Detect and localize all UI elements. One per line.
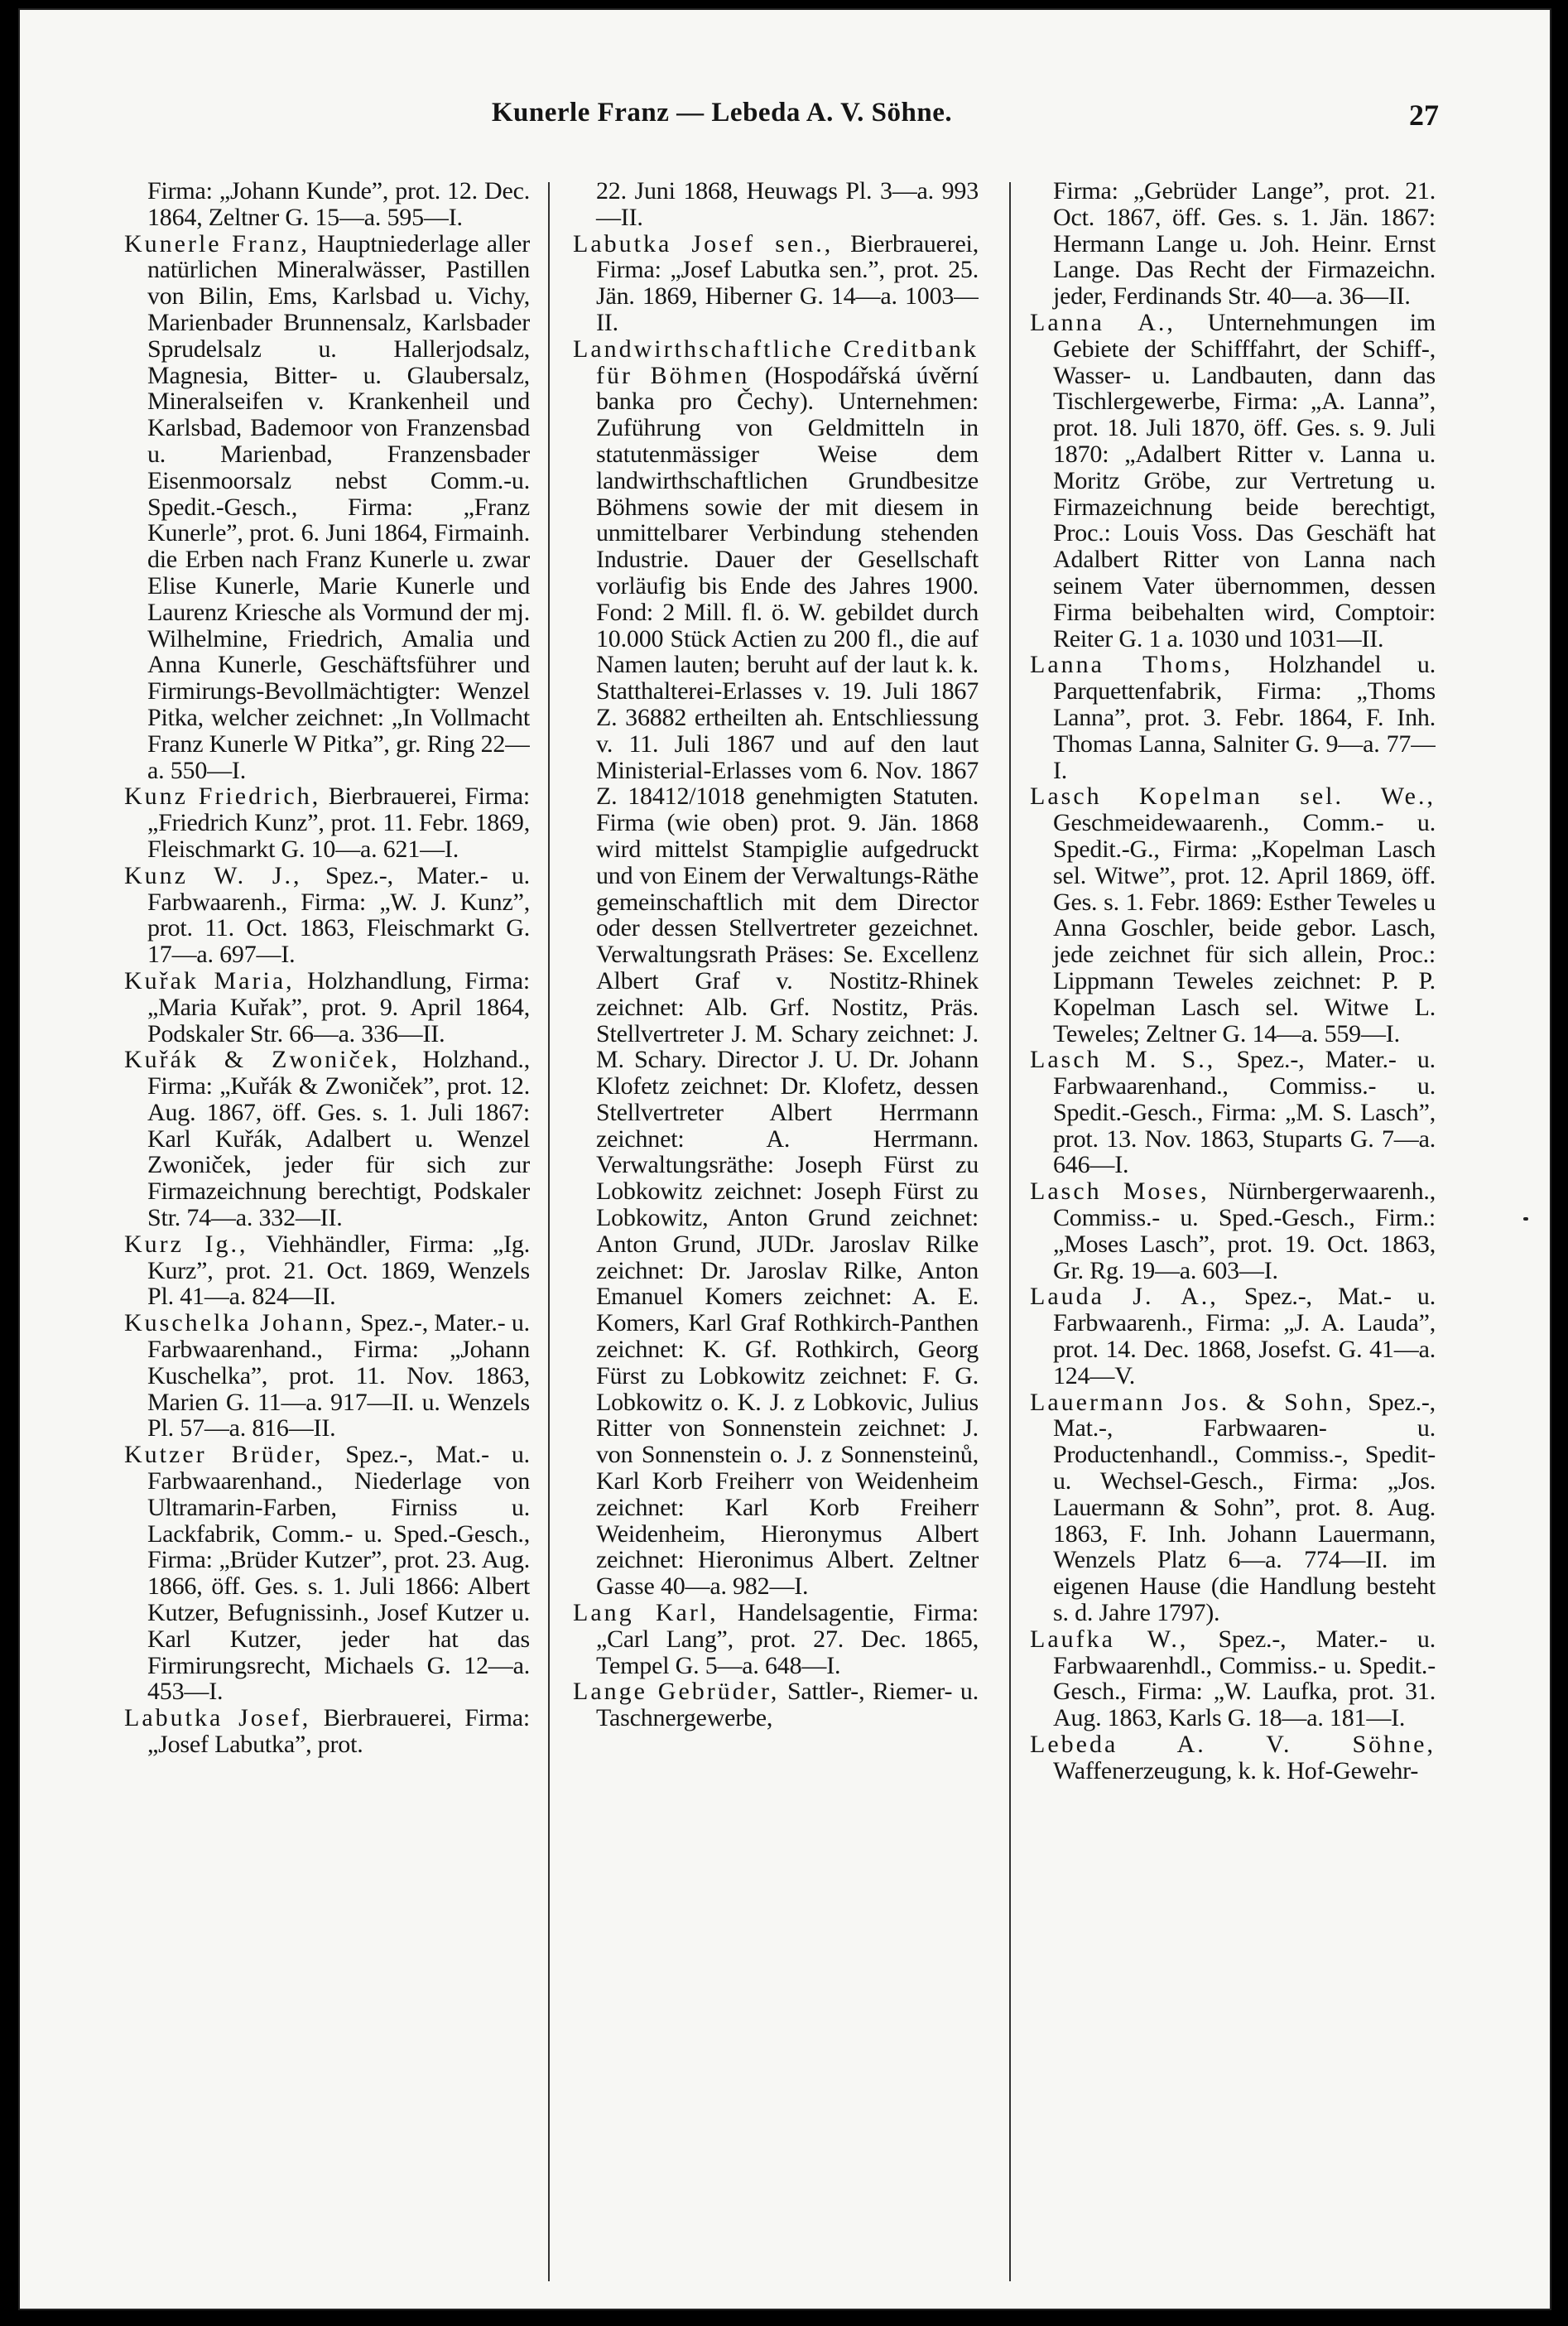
- entry-text: Spez.-, Mater.- u. Farbwaarenhdl., Commiss.- u. Spedit.-Gesch., Firma: „W. Laufka, prot. 31. Aug. 1863, Karls G. 18—a. 181—I.: [1053, 1625, 1436, 1732]
- entry-text: Nürnbergerwaarenh., Commiss.- u. Sped.-Gesch., Firm.: „Moses Lasch”, prot. 19. Oct. 1863, Gr. Rg. 19—a. 603—I.: [1053, 1177, 1436, 1284]
- entry-name: Lang Karl,: [573, 1599, 719, 1627]
- directory-entry: [124, 1705, 530, 1758]
- running-title: Kunerle Franz — Lebeda A. V. Söhne.: [491, 98, 953, 128]
- directory-entry: [124, 1310, 530, 1442]
- entry-text: Spez.-, Mat.- u. Farbwaarenh., Firma: „J. A. Lauda”, prot. 14. Dec. 1868, Josefst. G. 41—a. 124—V.: [1053, 1283, 1436, 1389]
- entry-name: Lasch M. S.,: [1030, 1046, 1216, 1074]
- entry-name: Kunz W. J.,: [124, 861, 302, 889]
- entry-text: Spez.-, Mat.- u. Farbwaarenhand., Niederlage von Ultramarin-Farben, Firniss u. Lackfabrik, Comm.- u. Sped.-Gesch., Firma: „Brüder Kutzer”, prot. 23. Aug. 1866, öff. Ges. s. 1. Juli 1866: Albert Kutzer, Befugnissinh., Josef Kutzer u. Karl Kutzer, jeder hat das Firmirungsrecht, Michaels G. 12—a. 453—I.: [147, 1441, 530, 1706]
- entry-name: Lange Gebrüder,: [573, 1678, 780, 1706]
- directory-entry: [124, 1442, 530, 1705]
- entry-name: Kunz Friedrich,: [124, 783, 321, 811]
- entry-name: Kutzer Brüder,: [124, 1441, 324, 1469]
- entry-text: Unternehmungen im Gebiete der Schifffahrt, der Schiff-, Wasser- u. Landbauten, dann das Tischlergewerbe, Firma: „A. Lanna”, prot. 18. Juli 1870, öff. Ges. s. 9. Juli 1870: „Adalbert Ritter v. Lanna u. Moritz Gröbe, zur Vertretung u. Firmazeichnung beide berechtigt, Proc.: Louis Voss. Das Geschäft hat Adalbert Ritter von Lanna nach seinem Vater übernommen, dessen Firma beibehalten wird, Comptoir: Reiter G. 1 a. 1030 und 1031—II.: [1053, 308, 1436, 653]
- directory-entry: [1030, 1731, 1436, 1784]
- directory-entry: [124, 968, 530, 1047]
- directory-entry: [1030, 310, 1436, 652]
- entry-text: Sattler-, Riemer- u. Taschnergewerbe,: [596, 1678, 979, 1732]
- directory-entry: [573, 336, 979, 1600]
- entry-text: Holzhandlung, Firma: „Maria Kuřak”, prot. 9. April 1864, Podskaler Str. 66—a. 336—II.: [147, 966, 530, 1047]
- directory-entry: [124, 783, 530, 862]
- entry-name: Kunerle Franz,: [124, 229, 310, 258]
- entry-name: Lebeda A. V. Söhne,: [1030, 1731, 1436, 1759]
- entry-name: Lanna A.,: [1030, 308, 1176, 336]
- entry-text: Hauptniederlage aller natürlichen Mineralwässer, Pastillen von Bilin, Ems, Karlsbad u. Vichy, Marienbader Brunnensalz, Karlsbader Sprudelsalz u. Hallerjodsalz, Magnesia, Bitter- u. Glaubersalz, Mineralseifen v. Krankenheil und Karlsbad, Bademoor von Franzensbad u. Marienbad, Franzensbader Eisenmoorsalz nebst Comm.-u. Spedit.-Gesch., Firma: „Franz Kunerle”, prot. 6. Juni 1864, Firmainh. die Erben nach Franz Kunerle u. zwar Elise Kunerle, Marie Kunerle und Laurenz Kriesche als Vormund der mj. Wilhelmine, Friedrich, Amalia und Anna Kunerle, Geschäftsführer und Firmirungs-Bevollmächtigter: Wenzel Pitka, welcher zeichnet: „In Vollmacht Franz Kunerle W Pitka”, gr. Ring 22—a. 550—I.: [147, 229, 530, 784]
- entry-text: Bierbrauerei, Firma: „Josef Labutka”, prot.: [147, 1704, 530, 1759]
- directory-entry: [1030, 783, 1436, 1047]
- directory-entry: [1030, 1283, 1436, 1389]
- entry-text: Spez.-, Mater.- u. Farbwaarenhand., Commiss.- u. Spedit.-Gesch., Firma: „M. S. Lasch”, prot. 13. Nov. 1863, Stuparts G. 7—a. 646—I.: [1053, 1046, 1436, 1179]
- entry-text: (Hospodářská úvěrní banka pro Čechy). Unternehmen: Zuführung von Geldmitteln in statutenmässiger Weise dem landwirthschaftlichen Grundbesitze Böhmens sowie der mit diesem in unmittelbarer Verbindung stehenden Industrie. Dauer der Gesellschaft vorläufig bis Ende des Jahres 1900. Fond: 2 Mill. fl. ö. W. gebildet durch 10.000 Stück Actien zu 200 fl., die auf Namen lauten; beruht auf der laut k. k. Statthalterei-Erlasses v. 19. Juli 1867 Z. 36882 ertheilten ah. Entschliessung v. 11. Juli 1867 und auf den laut Ministerial-Erlasses vom 6. Nov. 1867 Z. 18412/1018 genehmigten Statuten. Firma (wie oben) prot. 9. Jän. 1868 wird mittelst Stampiglie aufgedruckt und von Einem der Verwaltungs-Räthe gemeinschaftlich mit dem Director oder dessen Stellvertreter gezeichnet. Verwaltungsrath Präses: Se. Excellenz Albert Graf v. Nostitz-Rhinek zeichnet: Alb. Grf. Nostitz, Präs. Stellvertreter J. M. Schary zeichnet: J. M. Schary. Director J. U. Dr. Johann Klofetz zeichnet: Dr. Klofetz, dessen Stellvertreter Albert Herrmann zeichnet: A. Herrmann. Verwaltungsräthe: Joseph Fürst zu Lobkowitz zeichnet: Joseph Fürst zu Lobkowitz, Anton Grund zeichnet: Anton Grund, JUDr. Jaroslav Rilke zeichnet: Dr. Jaroslav Rilke, Anton Emanuel Komers zeichnet: A. E. Komers, Karl Graf Rothkirch-Panthen zeichnet: K. Gf. Rothkirch, Georg Fürst zu Lobkowitz zeichnet: F. G. Lobkowitz o. K. J. z Lobkovic, Julius Ritter von Sonnenstein zeichnet: J. von Sonnenstein o. J. z Sonnensteinů, Karl Korb Freiherr von Weidenheim zeichnet: Karl Korb Freiherr Weidenheim, Hieronymus Albert zeichnet: Hieronimus Albert. Zeltner Gasse 40—a. 982—I.: [596, 361, 979, 1601]
- entry-text: 22. Juni 1868, Heuwags Pl. 3—a. 993—II.: [596, 178, 979, 231]
- print-speck: [1523, 1217, 1528, 1221]
- entry-name: Lauermann Jos. & Sohn,: [1030, 1388, 1354, 1416]
- directory-entry: [1030, 1047, 1436, 1178]
- directory-entry: [124, 231, 530, 784]
- directory-entry: [573, 1600, 979, 1678]
- directory-entry: [1030, 1389, 1436, 1626]
- column-rule: [548, 182, 550, 2281]
- entry-text: Bierbrauerei, Firma: „Josef Labutka sen.”, prot. 25. Jän. 1869, Hiberner G. 14—a. 1003—II.: [596, 229, 979, 336]
- entry-name: Kuřak Maria,: [124, 966, 295, 994]
- entry-text: Geschmeidewaarenh., Comm.- u. Spedit.-G., Firma: „Kopelman Lasch sel. Witwe”, prot. 12. April 1869, öff. Ges. s. 1. Febr. 1869: Esther Teweles u Anna Goschler, beide gebor. Lasch, jede zeichnet für sich allein, Proc.: Lippmann Teweles zeichnet: P. P. Kopelman Lasch sel. Witwe L. Teweles; Zeltner G. 14—a. 559—I.: [1053, 809, 1436, 1047]
- entry-name: Kuschelka Johann,: [124, 1309, 354, 1337]
- entry-name: Landwirthschaftliche Creditbank für Böhmen: [573, 335, 979, 389]
- directory-entry: [1030, 1178, 1436, 1283]
- entry-name: Lauda J. A.,: [1030, 1283, 1219, 1311]
- directory-entry: [573, 1678, 979, 1731]
- entry-text: Viehhändler, Firma: „Ig. Kurz”, prot. 21. Oct. 1869, Wenzels Pl. 41—a. 824—II.: [147, 1230, 530, 1311]
- directory-entry: [124, 863, 530, 968]
- directory-entry: [1030, 178, 1436, 310]
- entry-text: Holzhand., Firma: „Kuřák & Zwoniček”, prot. 12. Aug. 1867, öff. Ges. s. 1. Juli 1867: Karl Kuřák, Adalbert u. Wenzel Zwoniček, jeder für sich zur Firmazeichnung berechtigt, Podskaler Str. 74—a. 332—II.: [147, 1046, 530, 1232]
- directory-entry: [124, 1231, 530, 1310]
- column-1: [124, 178, 530, 2281]
- entry-name: Kurz Ig.,: [124, 1230, 248, 1258]
- column-3: [1030, 178, 1436, 2281]
- directory-entry: [573, 231, 979, 336]
- column-2: [573, 178, 979, 2281]
- directory-entry: [573, 178, 979, 231]
- directory-page: [18, 8, 1551, 2310]
- entry-name: Lasch Kopelman sel. We.,: [1030, 783, 1436, 811]
- directory-entry: [124, 178, 530, 231]
- entry-name: Kuřák & Zwoniček,: [124, 1046, 400, 1074]
- entry-name: Laufka W.,: [1030, 1625, 1189, 1653]
- page-number: 27: [1409, 99, 1439, 132]
- entry-name: Lanna Thoms,: [1030, 651, 1233, 679]
- entry-text: Firma: „Gebrüder Lange”, prot. 21. Oct. 1867, öff. Ges. s. 1. Jän. 1867: Hermann Lange u. Joh. Heinr. Ernst Lange. Das Recht der Firmazeichn. jeder, Ferdinands Str. 40—a. 36—II.: [1053, 178, 1436, 311]
- entry-text: Bierbrauerei, Firma: „Friedrich Kunz”, prot. 11. Febr. 1869, Fleischmarkt G. 10—a. 621—I.: [147, 783, 530, 863]
- directory-entry: [1030, 652, 1436, 783]
- entry-text: Spez.-, Mat.-, Farbwaaren- u. Productenhandl., Commiss.-, Spedit- u. Wechsel-Gesch., Firma: „Jos. Lauermann & Sohn”, prot. 8. Aug. 1863, F. Inh. Johann Lauermann, Wenzels Platz 6—a. 774—II. im eigenen Hause (die Handlung besteht s. d. Jahre 1797).: [1053, 1388, 1436, 1627]
- entry-text: Firma: „Johann Kunde”, prot. 12. Dec. 1864, Zeltner G. 15—a. 595—I.: [147, 178, 530, 231]
- entry-name: Labutka Josef,: [124, 1704, 311, 1732]
- entry-text: Holzhandel u. Parquettenfabrik, Firma: „Thoms Lanna”, prot. 3. Febr. 1864, F. Inh. Thomas Lanna, Salniter G. 9—a. 77—I.: [1053, 651, 1436, 784]
- entry-text: Handelsagentie, Firma: „Carl Lang”, prot. 27. Dec. 1865, Tempel G. 5—a. 648—I.: [596, 1599, 979, 1679]
- page-header: [18, 98, 1551, 147]
- entry-text: Spez.-, Mater.- u. Farbwaarenhand., Firma: „Johann Kuschelka”, prot. 11. Nov. 1863, Marien G. 11—a. 917—II. u. Wenzels Pl. 57—a. 816—II.: [147, 1309, 530, 1442]
- entry-text: Spez.-, Mater.- u. Farbwaarenh., Firma: „W. J. Kunz”, prot. 11. Oct. 1863, Fleischmarkt G. 17—a. 697—I.: [147, 861, 530, 969]
- directory-entry: [1030, 1626, 1436, 1731]
- entry-name: Lasch Moses,: [1030, 1177, 1210, 1206]
- directory-entry: [124, 1047, 530, 1231]
- entry-name: Labutka Josef sen.,: [573, 229, 834, 258]
- entry-text: Waffenerzeugung, k. k. Hof-Gewehr-: [1053, 1756, 1419, 1784]
- column-rule: [1009, 182, 1011, 2281]
